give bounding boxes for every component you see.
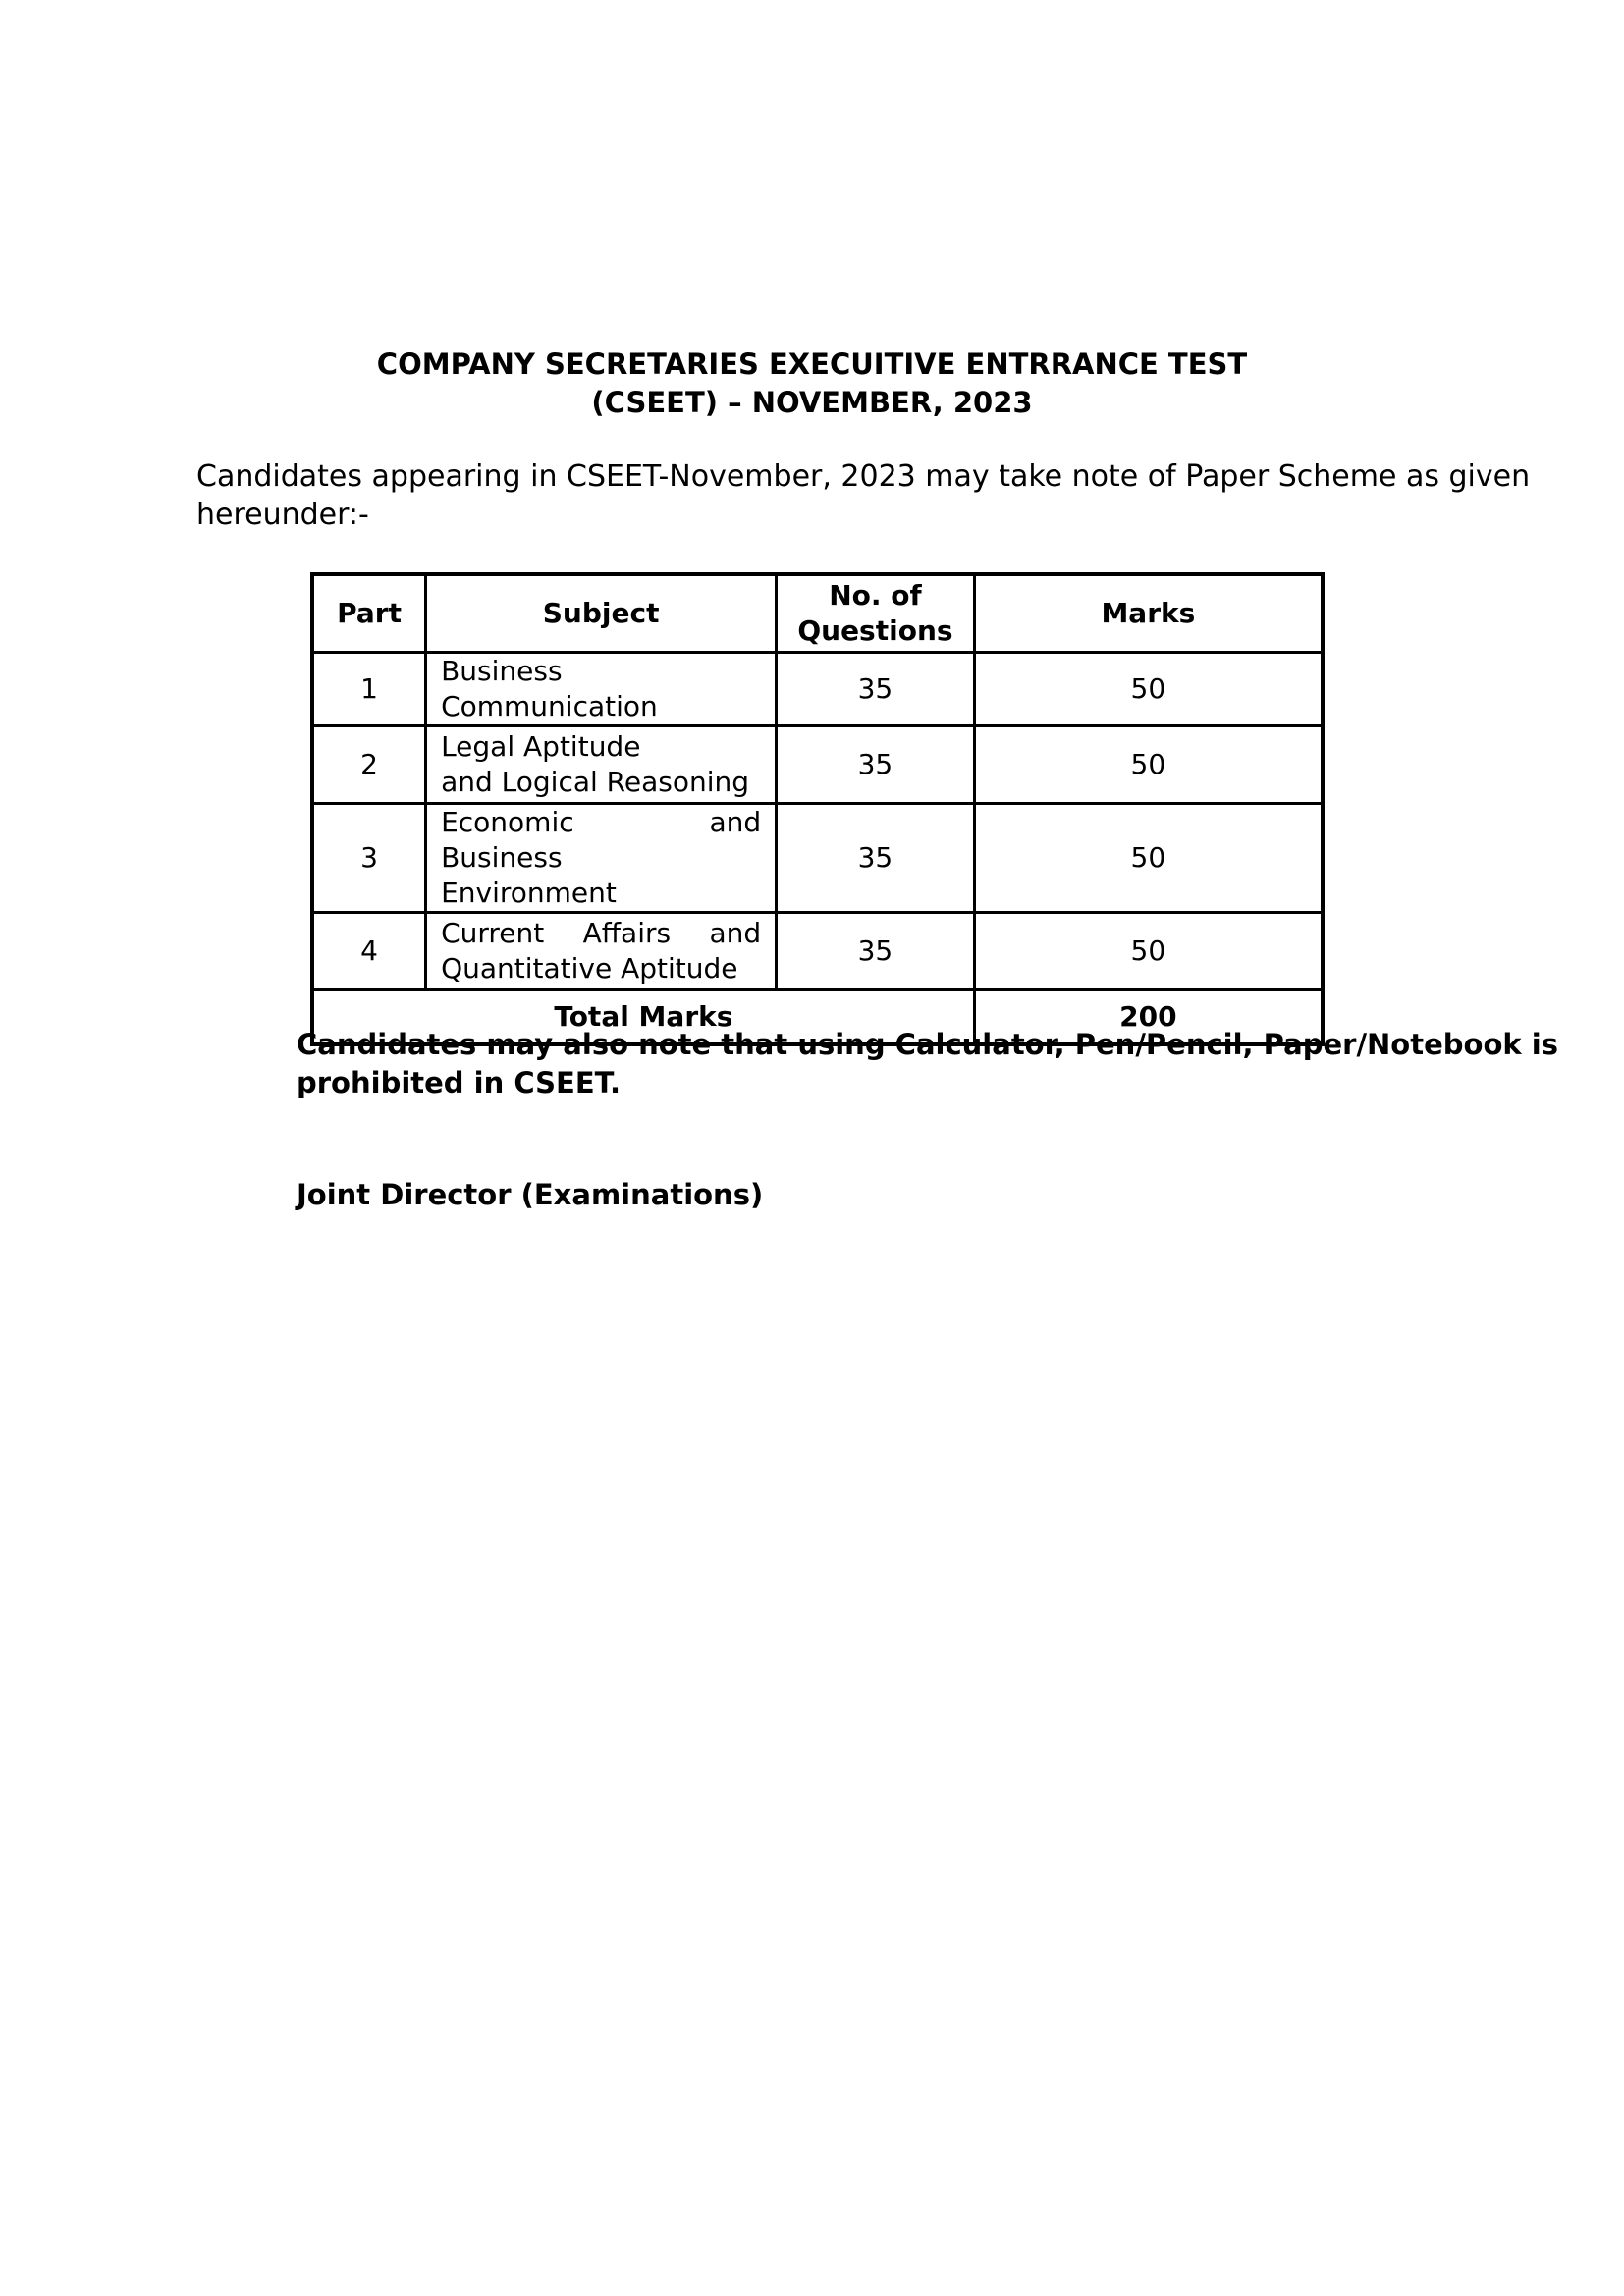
note-line-1: Candidates may also note that using Calculator, Pen/Pencil, Paper/Notebook is xyxy=(297,1028,1558,1061)
total-label: Total Marks xyxy=(312,990,974,1045)
header-subject: Subject xyxy=(426,574,777,653)
paper-scheme-table xyxy=(310,572,1325,1046)
header-part: Part xyxy=(312,574,426,653)
cell-subject-line-1: Legal Aptitude xyxy=(441,730,641,763)
cell-subject-line-1: Current Affairs and xyxy=(441,917,762,949)
document-title: COMPANY SECRETARIES EXECUITIVE ENTRRANCE TEST xyxy=(376,347,1248,381)
note-line-2: prohibited in CSEET. xyxy=(297,1066,622,1099)
cell-questions: 35 xyxy=(777,653,975,726)
intro-paragraph xyxy=(196,457,1531,534)
cell-subject xyxy=(426,653,777,726)
intro-line-2: hereunder:- xyxy=(196,498,369,532)
cell-questions: 35 xyxy=(777,804,975,913)
header-questions xyxy=(777,574,975,653)
cell-part: 1 xyxy=(312,653,426,726)
cell-subject xyxy=(426,804,777,913)
cell-subject-line-2: Environment xyxy=(441,877,617,909)
intro-line-1: Candidates appearing in CSEET-November, 2023 may take note of Paper Scheme as given xyxy=(196,459,1531,494)
cell-subject xyxy=(426,913,777,990)
cell-marks: 50 xyxy=(974,913,1323,990)
cell-subject-line-1: Business Communication xyxy=(441,655,658,722)
header-questions-line-1: No. of xyxy=(829,579,922,612)
prohibition-note xyxy=(297,1026,1558,1102)
cell-subject-line-1: Economic and Business xyxy=(441,806,762,874)
cell-questions: 35 xyxy=(777,726,975,804)
table-row xyxy=(312,653,1323,726)
table-row xyxy=(312,726,1323,804)
signature-line: Joint Director (Examinations) xyxy=(297,1178,764,1211)
total-value: 200 xyxy=(974,990,1323,1045)
cell-subject-line-2: Quantitative Aptitude xyxy=(441,952,738,985)
cell-questions: 35 xyxy=(777,913,975,990)
header-questions-line-2: Questions xyxy=(797,614,953,647)
document-subtitle: (CSEET) – NOVEMBER, 2023 xyxy=(591,386,1033,419)
cell-marks: 50 xyxy=(974,726,1323,804)
cell-part: 3 xyxy=(312,804,426,913)
cell-subject xyxy=(426,726,777,804)
cell-subject-line-2: and Logical Reasoning xyxy=(441,766,750,798)
cell-part: 2 xyxy=(312,726,426,804)
cell-marks: 50 xyxy=(974,653,1323,726)
table-row xyxy=(312,913,1323,990)
table-row xyxy=(312,804,1323,913)
header-marks: Marks xyxy=(974,574,1323,653)
cell-part: 4 xyxy=(312,913,426,990)
cell-marks: 50 xyxy=(974,804,1323,913)
table-header-row xyxy=(312,574,1323,653)
